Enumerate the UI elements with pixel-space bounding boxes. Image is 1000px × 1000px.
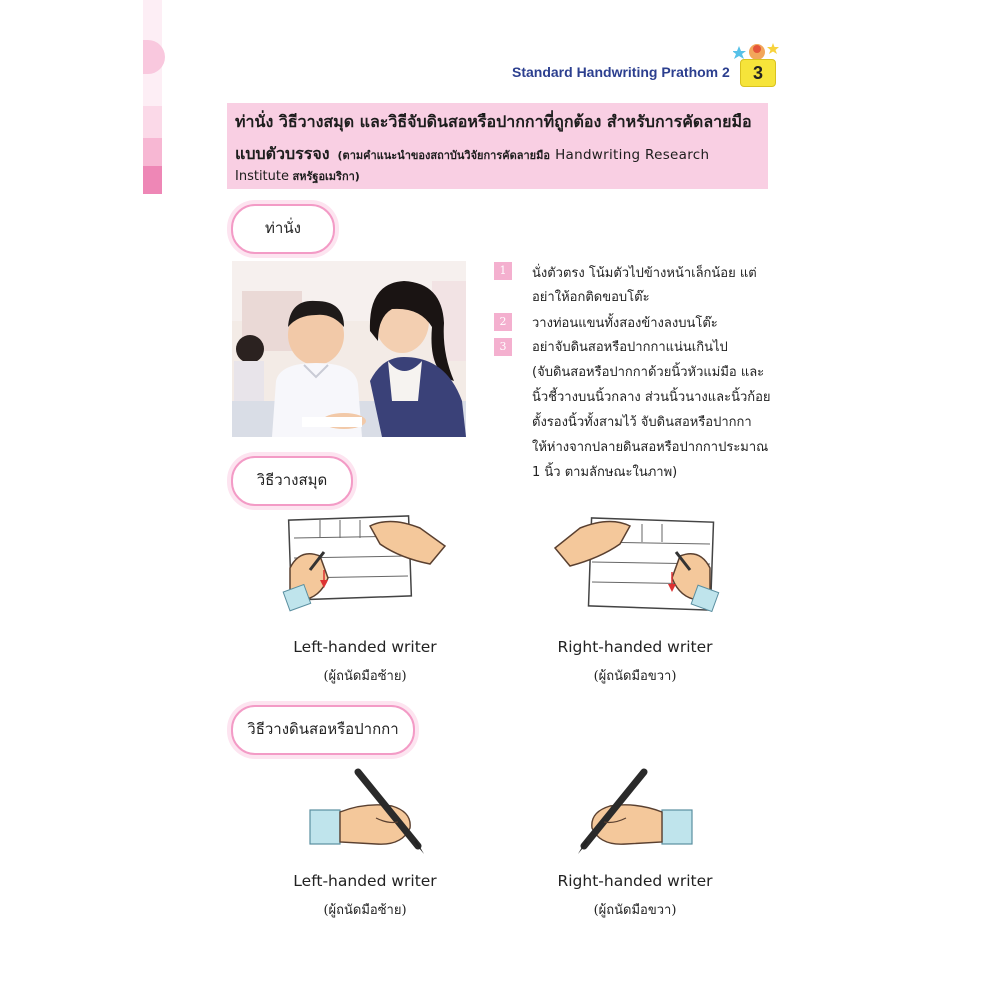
list-item-1-line-1: นั่งตัวตรง โน้มตัวไปข้างหน้าเล็กน้อย แต่ (532, 266, 757, 281)
title-bold: แบบตัวบรรจง (235, 144, 330, 163)
caption-right-pencil-th: (ผู้ถนัดมือขวา) (593, 903, 677, 918)
left-pencil-grip-illustration (306, 766, 430, 856)
right-pencil-grip-illustration (572, 766, 696, 856)
caption-right-notebook-th: (ผู้ถนัดมือขวา) (593, 669, 677, 684)
list-item-3-line-3: นิ้วชี้วางบนนิ้วกลาง ส่วนนิ้วนางและนิ้วก้อย (532, 390, 771, 405)
left-notebook-illustration (280, 508, 450, 612)
list-item-3-line-4: ตั้งรองนิ้วทั้งสามไว้ จับดินสอหรือปากกา (532, 415, 752, 430)
list-item-3-line-5: ให้ห่างจากปลายดินสอหรือปากกาประมาณ (532, 440, 769, 455)
title-note: (ตามคำแนะนำของสถาบันวิจัยการคัดลายมือ (337, 149, 550, 162)
caption-left-notebook-en: Left-handed writer (293, 638, 437, 656)
header-title: Standard Handwriting Prathom 2 (512, 64, 730, 80)
section-heading-notebook (231, 456, 353, 506)
title-line-1: ท่านั่ง วิธีวางสมุด และวิธีจับดินสอหรือปากกาที่ถูกต้อง สำหรับการคัดลายมือ (235, 112, 752, 131)
title-english: Handwriting Research (555, 147, 710, 163)
title-country: สหรัฐอเมริกา) (292, 170, 360, 183)
title-line-2 (235, 142, 709, 167)
caption-right-pencil-en: Right-handed writer (557, 872, 713, 890)
list-number-1: 1 (494, 262, 512, 280)
edge-strip-3 (143, 166, 162, 194)
section-label: ท่านั่ง (265, 219, 301, 237)
section-heading-posture (231, 204, 335, 254)
page-number: 3 (740, 59, 776, 87)
caption-left-pencil-en: Left-handed writer (293, 872, 437, 890)
section-heading-pencil (231, 705, 415, 755)
list-number-3: 3 (494, 338, 512, 356)
edge-strip-1 (143, 106, 162, 138)
list-item-3-line-6: 1 นิ้ว ตามลักษณะในภาพ) (532, 465, 678, 480)
section-label: วิธีวางดินสอหรือปากกา (247, 720, 399, 738)
caption-left-pencil-th: (ผู้ถนัดมือซ้าย) (323, 903, 407, 918)
classroom-photo (232, 261, 466, 437)
section-label: วิธีวางสมุด (256, 471, 328, 489)
list-item-1-line-2: อย่าให้อกติดขอบโต๊ะ (532, 290, 650, 305)
list-item-3-line-1: อย่าจับดินสอหรือปากกาแน่นเกินไป (532, 340, 728, 355)
caption-left-notebook-th: (ผู้ถนัดมือซ้าย) (323, 669, 407, 684)
list-number-2: 2 (494, 313, 512, 331)
list-item-2-line-1: วางท่อนแขนทั้งสองข้างลงบนโต๊ะ (532, 316, 718, 331)
right-notebook-illustration (550, 508, 720, 612)
title-line-3 (235, 167, 360, 185)
caption-right-notebook-en: Right-handed writer (557, 638, 713, 656)
edge-strip-2 (143, 138, 162, 166)
title-english-2: Institute (235, 169, 289, 184)
list-item-3-line-2: (จับดินสอหรือปากกาด้วยนิ้วหัวแม่มือ และ (532, 365, 765, 380)
